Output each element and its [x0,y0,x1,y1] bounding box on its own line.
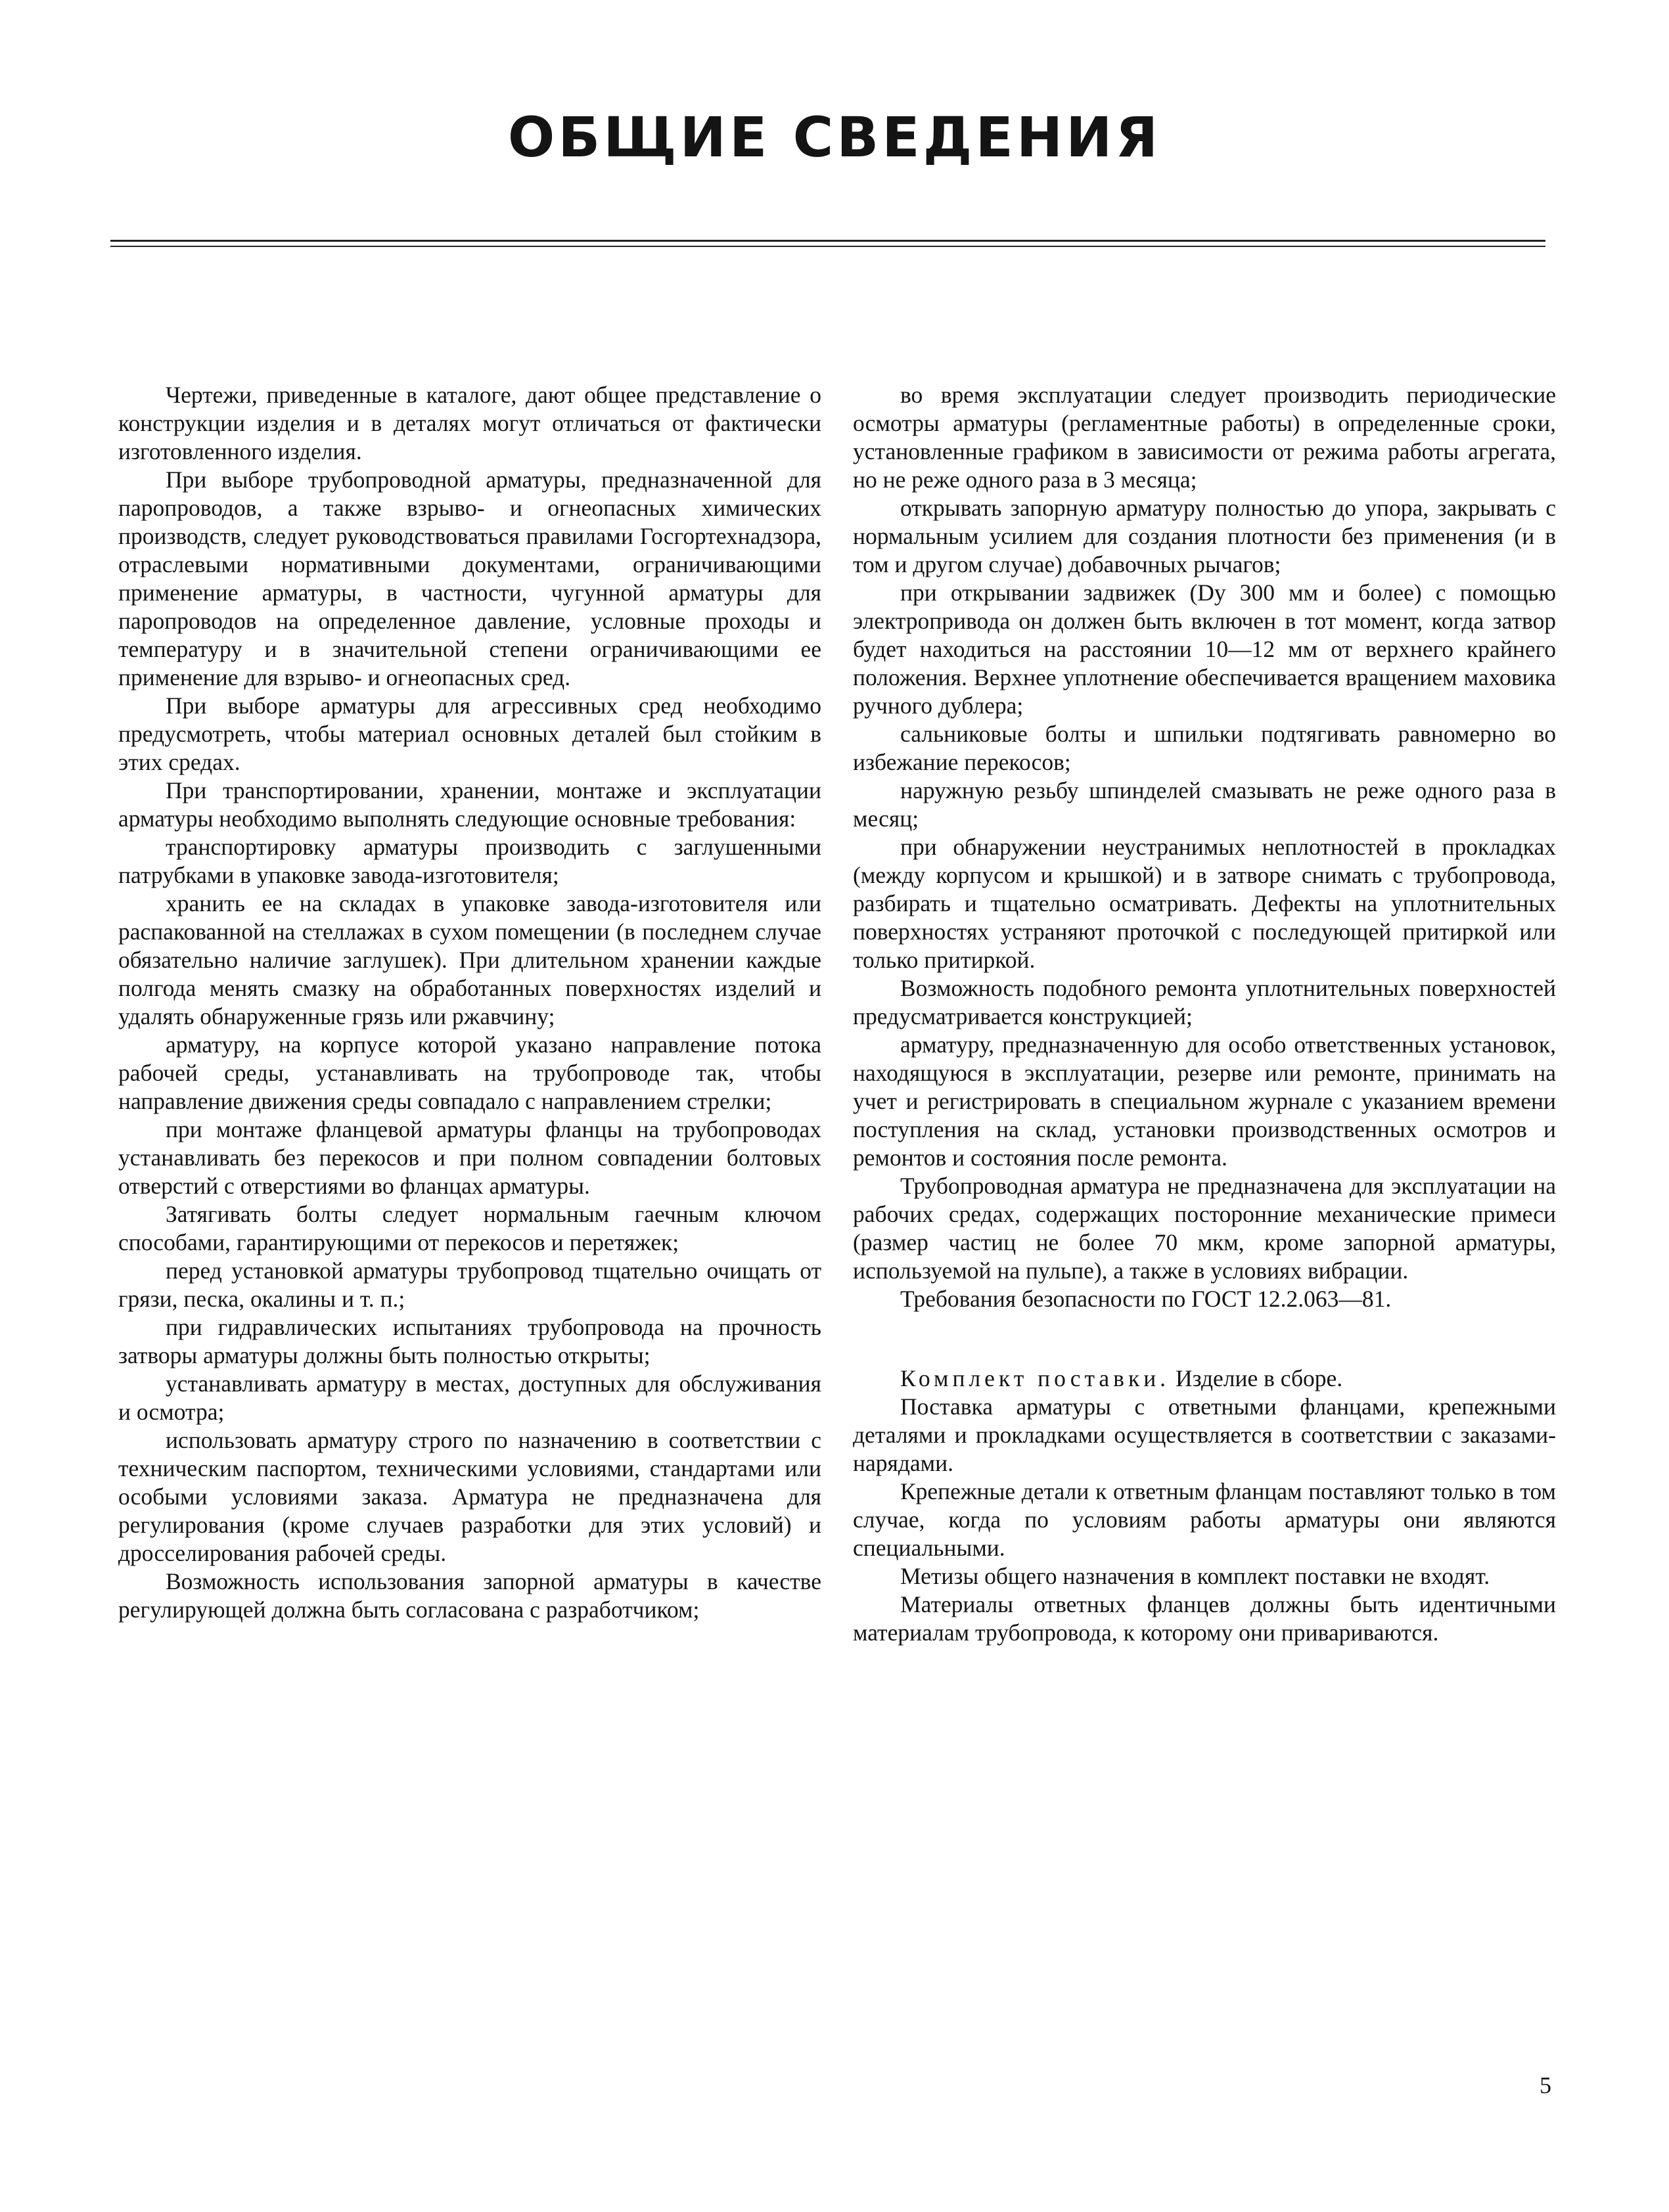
delivery-section-heading [853,1365,1556,1393]
paragraph: при обнаружении неустранимых неплотностей в прокладках (между корпусом и крышкой) и в затворе снимать с трубопровода, разбирать и тщательно осматривать. Дефекты на уплотнительных поверхностях устраняют проточкой с последующей притиркой или только притиркой. [853,834,1556,973]
right-column [853,381,1556,1647]
paragraph: во время эксплуатации следует производить периодические осмотры арматуры (регламентные работы) в определенные сроки, установленные графиком в зависимости от режима работы агрегата, но не реже одного раза в 3 месяца; [853,382,1556,493]
paragraph: При выборе арматуры для агрессивных сред необходимо предусмотреть, чтобы материал основных деталей был стойким в этих средах. [118,692,821,775]
title-rule-thin [110,246,1545,247]
paragraph: При выборе трубопроводной арматуры, предназначенной для паропроводов, а также взрыво- и огнеопасных химических производств, следует руководствоваться правилами Госгортехнадзора, отраслевыми нормативными документами, ограничивающими применение арматуры, в частности, чугунной арматуры для паропроводов на определенное давление, условные проходы и температуру и в значительной степени ограничивающими ее применение для взрыво- и огнеопасных сред. [118,466,821,690]
paragraph: При транспортировании, хранении, монтаже и эксплуатации арматуры необходимо выполнять следующие основные требования: [118,777,821,832]
delivery-heading-tail: Изделие в сборе. [1175,1365,1343,1391]
paragraph: Материалы ответных фланцев должны быть идентичными материалам трубопровода, к которому они привариваются. [853,1591,1556,1646]
paragraph: сальниковые болты и шпильки подтягивать равномерно во избежание перекосов; [853,721,1556,775]
paragraph: Метизы общего назначения в комплект поставки не входят. [900,1563,1490,1589]
page-number: 5 [1540,2072,1551,2098]
paragraph: транспортировку арматуры производить с заглушенными патрубками в упаковке завода-изготовителя; [118,834,821,888]
paragraph: арматуру, на корпусе которой указано направление потока рабочей среды, устанавливать на трубопроводе так, чтобы направление движения среды совпадало с направлением стрелки; [118,1031,821,1114]
paragraph: устанавливать арматуру в местах, доступных для обслуживания и осмотра; [118,1370,821,1425]
paragraph: при гидравлических испытаниях трубопровода на прочность затворы арматуры должны быть полностью открыты; [118,1314,821,1368]
paragraph: наружную резьбу шпинделей смазывать не реже одного раза в месяц; [853,777,1556,832]
paragraph: Возможность использования запорной арматуры в качестве регулирующей должна быть согласована с разработчиком; [118,1568,821,1623]
paragraph: Чертежи, приведенные в каталоге, дают общее представление о конструкции изделия и в деталях могут отличаться от фактически изготовленного изделия. [118,382,821,464]
left-column [118,381,821,1624]
paragraph: использовать арматуру строго по назначению в соответствии с техническим паспортом, техническими условиями, стандартами или особыми условиями заказа. Арматура не предназначена для регулирования (кроме случаев разработки для этих условий) и дросселирования рабочей среды. [118,1427,821,1566]
paragraph: Требования безопасности по ГОСТ 12.2.063—81. [900,1286,1392,1312]
title-rule-thick [110,240,1545,242]
paragraph: Поставка арматуры с ответными фланцами, крепежными деталями и прокладками осуществляется в соответствии с заказами-нарядами. [853,1393,1556,1476]
paragraph: открывать запорную арматуру полностью до упора, закрывать с нормальным усилием для создания плотности без применения (и в том и другом случае) добавочных рычагов; [853,495,1556,577]
paragraph: Крепежные детали к ответным фланцам поставляют только в том случае, когда по условиям работы арматуры они являются специальными. [853,1478,1556,1561]
section-gap [853,1313,1556,1365]
delivery-heading-spaced: Комплект поставки. [900,1365,1170,1391]
paragraph: Трубопроводная арматура не предназначена для эксплуатации на рабочих средах, содержащих посторонние механические примеси (размер частиц не более 70 мкм, кроме запорной арматуры, используемой на пульпе), а также в условиях вибрации. [853,1173,1556,1284]
paragraph: при монтаже фланцевой арматуры фланцы на трубопроводах устанавливать без перекосов и при полном совпадении болтовых отверстий с отверстиями во фланцах арматуры. [118,1116,821,1199]
paragraph: перед установкой арматуры трубопровод тщательно очищать от грязи, песка, окалины и т. п.; [118,1257,821,1312]
paragraph: Возможность подобного ремонта уплотнительных поверхностей предусматривается конструкцией; [853,975,1556,1029]
paragraph: арматуру, предназначенную для особо ответственных установок, находящуюся в эксплуатации, резерве или ремонте, принимать на учет и регистрировать в специальном журнале с указанием времени поступления на склад, установки производственных осмотров и ремонтов и состояния после ремонта. [853,1031,1556,1171]
paragraph: хранить ее на складах в упаковке завода-изготовителя или распакованной на стеллажах в сухом помещении (в последнем случае обязательно наличие заглушек). При длительном хранении каждые полгода менять смазку на обработанных поверхностях изделий и удалять обнаруженные грязь или ржавчину; [118,890,821,1029]
paragraph: при открывании задвижек (Dу 300 мм и более) с помощью электропривода он должен быть включен в тот момент, когда затвор будет находиться на расстоянии 10—12 мм от верхнего крайнего положения. Верхнее уплотнение обеспечивается вращением маховика ручного дублера; [853,579,1556,719]
paragraph: Затягивать болты следует нормальным гаечным ключом способами, гарантирующими от перекосов и перетяжек; [118,1201,821,1255]
page-title: ОБЩИЕ СВЕДЕНИЯ [507,105,1162,169]
